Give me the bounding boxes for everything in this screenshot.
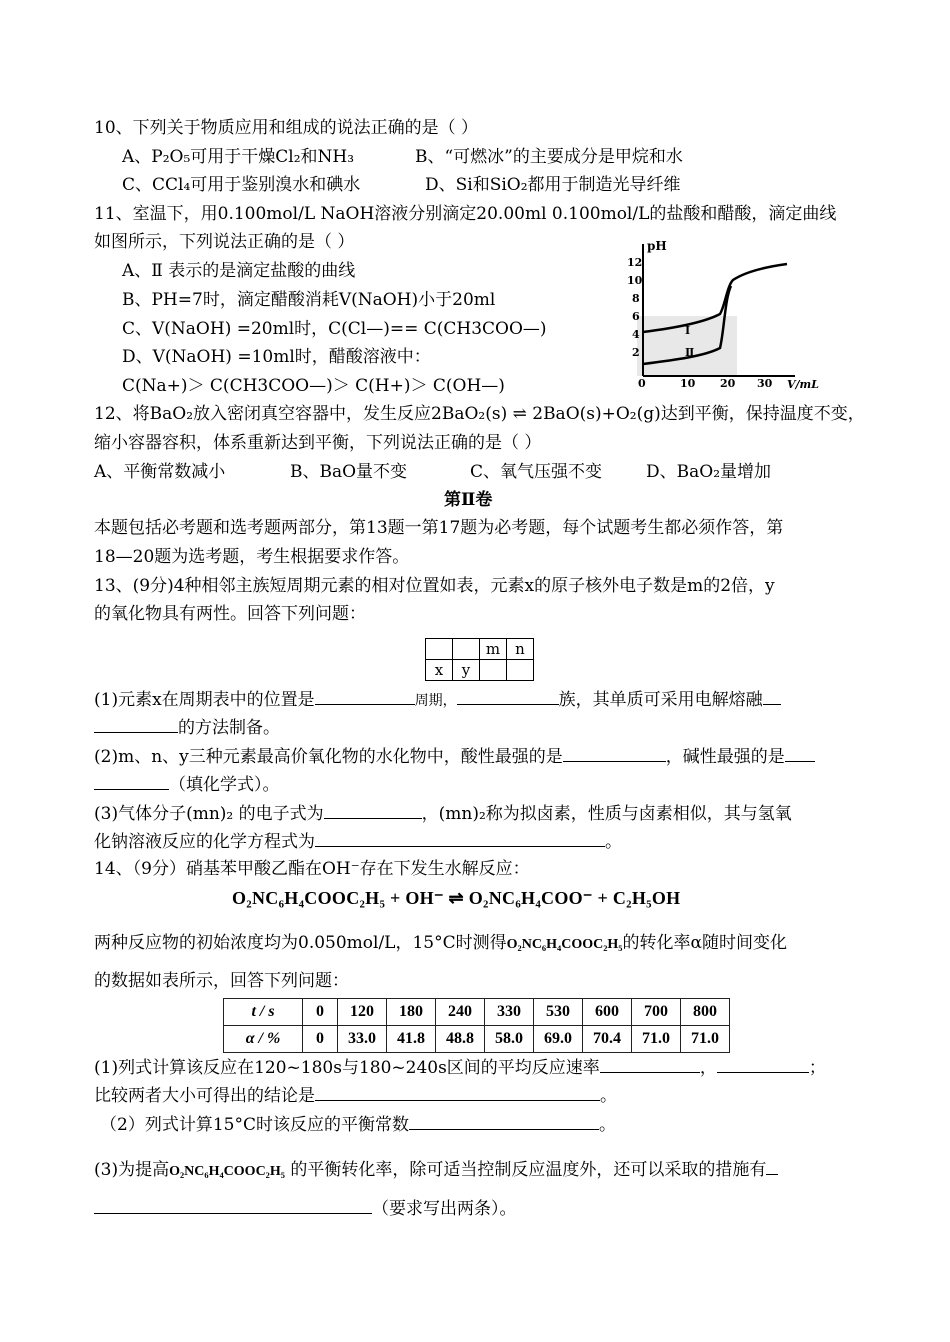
- table-cell: 240: [436, 999, 485, 1026]
- table-cell: 120: [338, 999, 387, 1026]
- q13-part1-line1: (1)元素x在周期表中的位置是 周期， 族，其单质可采用电解熔融: [94, 688, 781, 712]
- q14-part3-line1: (3)为提高O₂NC₆H₄COOC₂H₅ 的平衡转化率，除可适当控制反应温度外，还可以采取的措施有: [94, 1158, 778, 1183]
- table-cell: 41.8: [387, 1026, 436, 1053]
- q13-stem-line2: 的氧化物具有两性。回答下列问题：: [94, 604, 366, 624]
- x-tick-0: 0: [638, 377, 646, 390]
- q10-option-b: B、“可燃冰”的主要成分是甲烷和水: [415, 147, 683, 167]
- pt-cell-y: y: [453, 660, 480, 681]
- part2-title: 第Ⅱ卷: [444, 490, 493, 510]
- table-cell: 180: [387, 999, 436, 1026]
- q12-stem-line1: 12、将BaO₂放入密闭真空容器中，发生反应2BaO₂(s) ⇌ 2BaO(s)+O₂(g)达到平衡，保持温度不变，: [94, 404, 865, 424]
- x-tick-10: 10: [680, 377, 696, 390]
- pt-cell-m: m: [480, 639, 507, 660]
- table-cell: 530: [534, 999, 583, 1026]
- q10-option-c: C、CCl₄可用于鉴别溴水和碘水: [122, 175, 361, 195]
- table-cell: 330: [485, 999, 534, 1026]
- q12-option-c: C、氧气压强不变: [470, 462, 603, 482]
- x-tick-20: 20: [720, 377, 736, 390]
- q13-part3-line2: 化钠溶液反应的化学方程式为 。: [94, 832, 622, 852]
- answer-blank[interactable]: [94, 716, 178, 733]
- curve-label-2: Ⅱ: [685, 346, 695, 359]
- q13-part2-line1: (2)m、n、y三种元素最高价氧化物的水化物中，酸性最强的是 ，碱性最强的是: [94, 745, 815, 768]
- y-tick-12: 12: [627, 256, 643, 269]
- q10-option-d: D、Si和SiO₂都用于制造光导纤维: [425, 175, 681, 195]
- y-tick-4: 4: [632, 328, 640, 341]
- table-row: [224, 1026, 730, 1053]
- y-tick-10: 10: [627, 274, 643, 287]
- table-cell: 58.0: [485, 1026, 534, 1053]
- q11-option-d: D、V(NaOH) =10ml时，醋酸溶液中：: [122, 347, 431, 367]
- q13-stem-line1: 13、(9分)4种相邻主族短周期元素的相对位置如表，元素x的原子核外电子数是m的2倍，y: [94, 576, 775, 596]
- pt-cell: [453, 639, 480, 660]
- answer-blank[interactable]: [315, 1084, 600, 1101]
- answer-blank[interactable]: [324, 802, 422, 819]
- answer-blank[interactable]: [785, 745, 815, 762]
- q13-part1-line2: 的方法制备。: [94, 716, 280, 739]
- table-cell: 33.0: [338, 1026, 387, 1053]
- q13-part2-line2: （填化学式）。: [94, 773, 280, 796]
- q12-option-d: D、BaO₂量增加: [646, 462, 772, 482]
- q10-option-a: A、P₂O₅可用于干燥Cl₂和NH₃: [122, 147, 355, 167]
- q11-option-c: C、V(NaOH) =20ml时，C(Cl—)== C(CH3COO—): [122, 319, 547, 339]
- pt-cell-n: n: [507, 639, 534, 660]
- q12-stem-line2: 缩小容器容积，体系重新达到平衡，下列说法正确的是（ ）: [94, 433, 542, 453]
- q13-part3-line1: (3)气体分子(mn)₂ 的电子式为 ，(mn)₂称为拟卤素，性质与卤素相似，其与氢氧: [94, 804, 792, 824]
- part2-intro-line1: 本题包括必考题和选考题两部分，第13题一第17题为必考题，每个试题考生都必须作答，第: [94, 518, 784, 538]
- q11-stem-line2: 如图所示，下列说法正确的是（ ）: [94, 232, 355, 252]
- q14-hydrolysis-equation: O₂NC₆H₄COOC₂H₅ + OH⁻ ⇌ O₂NC₆H₄COO⁻ + C₂H₅OH: [232, 888, 681, 908]
- q11-option-a: A、Ⅱ 表示的是滴定盐酸的曲线: [122, 261, 356, 281]
- y-axis-label: pH: [647, 239, 667, 253]
- answer-blank[interactable]: [600, 1056, 700, 1073]
- q11-option-d-inequality: C(Na+)＞ C(CH3COO—)＞ C(H+)＞ C(OH—): [122, 376, 505, 396]
- q14-stem: 14、（9分）硝基苯甲酸乙酯在OH⁻存在下发生水解反应：: [94, 859, 530, 879]
- q11-option-b: B、PH=7时，滴定醋酸消耗V(NaOH)小于20ml: [122, 290, 496, 310]
- titration-curve-graph: [625, 236, 825, 391]
- q14-part2: （2）列式计算15°C时该反应的平衡常数 。: [100, 1115, 616, 1135]
- x-axis-label: V/mL: [787, 378, 819, 391]
- q11-stem-line1: 11、室温下，用0.100mol/L NaOH溶液分别滴定20.00ml 0.100mol/L的盐酸和醋酸，滴定曲线: [94, 204, 837, 224]
- y-tick-8: 8: [632, 292, 640, 305]
- table-cell: 700: [632, 999, 681, 1026]
- q14-part3-line2: （要求写出两条）。: [94, 1197, 517, 1220]
- curve-label-1: Ⅰ: [685, 324, 691, 337]
- table-header-t: t / s: [224, 999, 303, 1026]
- answer-blank[interactable]: [763, 688, 781, 705]
- q12-option-b: B、BaO量不变: [290, 462, 408, 482]
- q12-option-a: A、平衡常数减小: [94, 462, 226, 482]
- q14-context-line2: 的数据如表所示，回答下列问题：: [94, 971, 349, 991]
- answer-blank[interactable]: [315, 688, 415, 705]
- table-cell: 600: [583, 999, 632, 1026]
- answer-blank[interactable]: [457, 688, 559, 705]
- pt-cell-x: x: [426, 660, 453, 681]
- table-cell: 71.0: [632, 1026, 681, 1053]
- answer-blank[interactable]: [409, 1113, 599, 1130]
- q14-context-line1: 两种反应物的初始浓度均为0.050mol/L，15°C时测得O₂NC₆H₄COOC₂H₅的转化率α随时间变化: [94, 933, 787, 953]
- table-row: [224, 999, 730, 1026]
- table-cell: 800: [681, 999, 730, 1026]
- table-cell: 70.4: [583, 1026, 632, 1053]
- q14-part1-line2: 比较两者大小可得出的结论是 。: [94, 1086, 617, 1106]
- table-cell: 0: [303, 1026, 338, 1053]
- table-cell: 0: [303, 999, 338, 1026]
- part2-intro-line2: 18—20题为选考题，考生根据要求作答。: [94, 547, 410, 567]
- table-cell: 69.0: [534, 1026, 583, 1053]
- x-tick-30: 30: [757, 377, 773, 390]
- answer-blank[interactable]: [315, 830, 605, 847]
- pt-cell: [480, 660, 507, 681]
- conversion-rate-table: [223, 998, 730, 1053]
- answer-blank[interactable]: [563, 745, 666, 762]
- answer-blank[interactable]: [717, 1056, 809, 1073]
- table-header-alpha: α / %: [224, 1026, 303, 1053]
- answer-blank[interactable]: [94, 1197, 372, 1214]
- pt-cell: [426, 639, 453, 660]
- answer-blank[interactable]: [94, 773, 169, 790]
- q10-stem: 10、下列关于物质应用和组成的说法正确的是（ ）: [94, 118, 479, 138]
- y-tick-2: 2: [632, 346, 640, 359]
- answer-blank[interactable]: [766, 1158, 778, 1175]
- y-tick-6: 6: [632, 310, 640, 323]
- pt-cell: [507, 660, 534, 681]
- table-cell: 48.8: [436, 1026, 485, 1053]
- q14-part1-line1: (1)列式计算该反应在120~180s与180~240s区间的平均反应速率 ， ；: [94, 1058, 826, 1078]
- periodic-position-table: [425, 638, 534, 681]
- table-cell: 71.0: [681, 1026, 730, 1053]
